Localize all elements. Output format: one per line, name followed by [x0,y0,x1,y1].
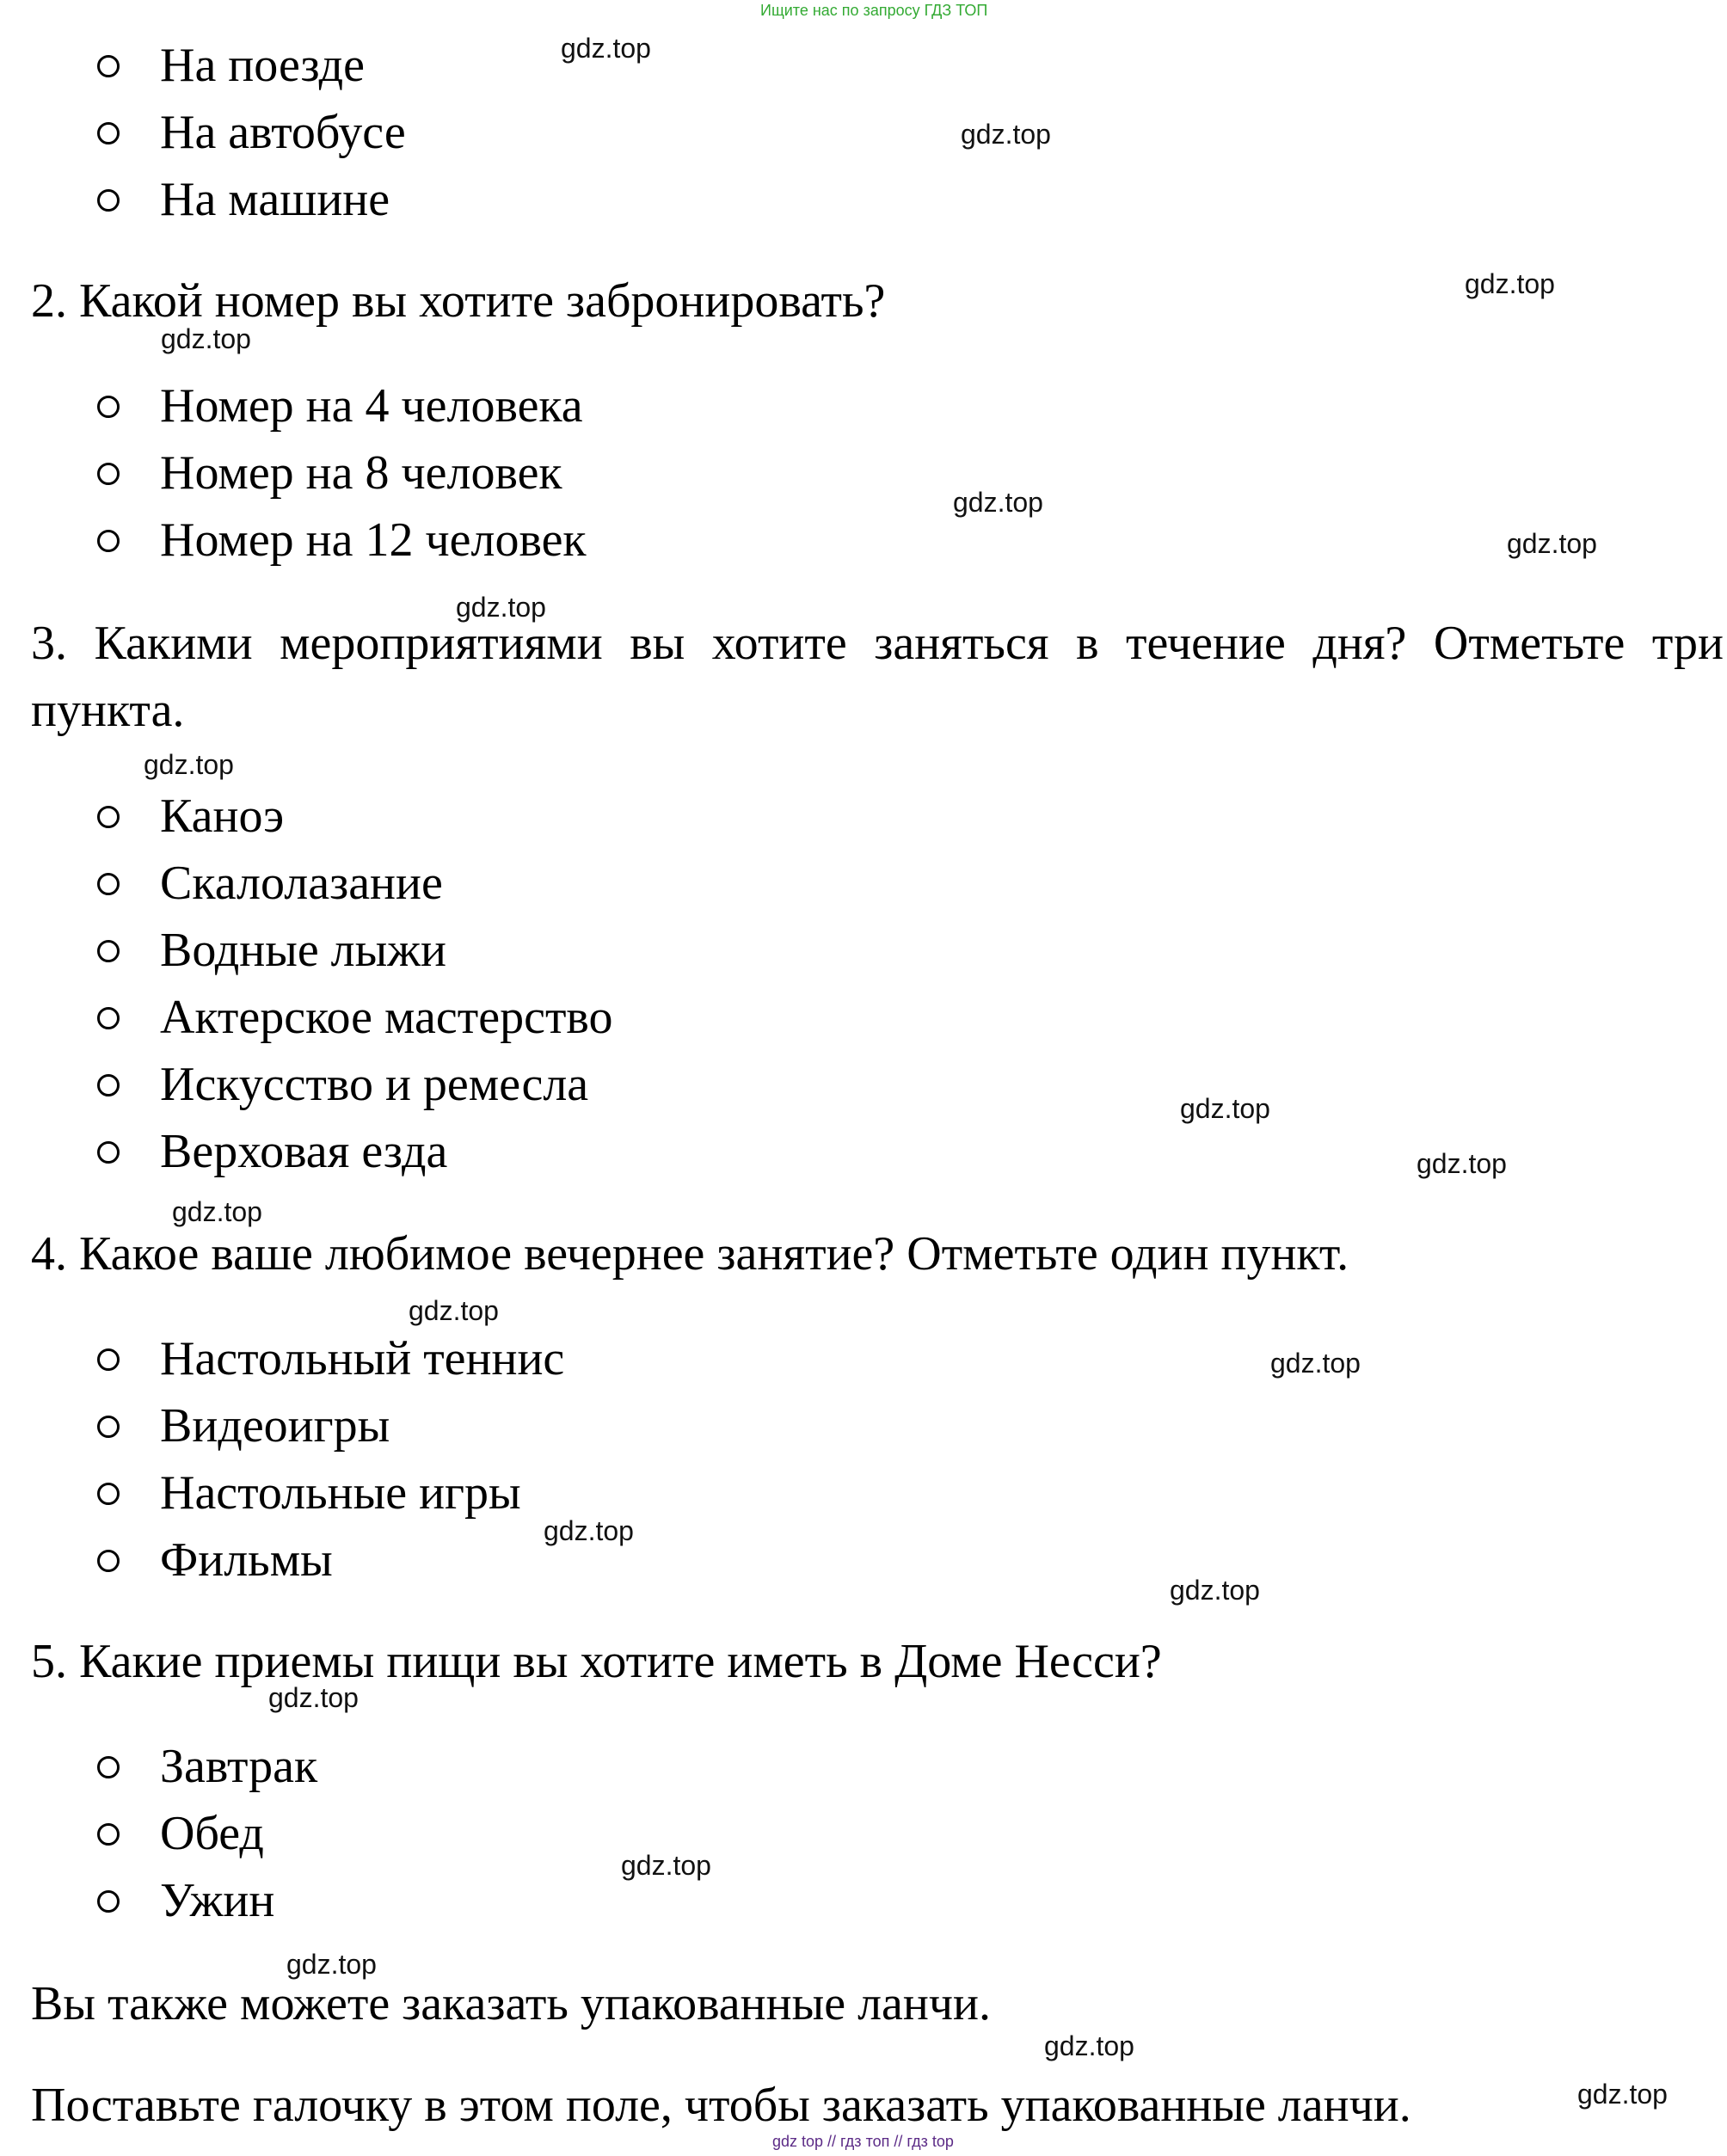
watermark: gdz.top [1170,1575,1260,1606]
watermark: gdz.top [268,1682,359,1713]
question-4: 4. Какое ваше любимое вечернее занятие? Отметьте один пункт. [31,1227,1349,1281]
radio-option-board-games[interactable] [97,1483,120,1505]
option-label: Обед [160,1807,264,1860]
watermark: gdz.top [172,1196,262,1227]
option-label: Номер на 12 человек [160,513,587,567]
option-label: На автобусе [160,106,406,159]
radio-option-bus[interactable] [97,122,120,144]
watermark: gdz.top [409,1295,499,1326]
option-label: Номер на 4 человека [160,379,583,433]
footer-watermark: gdz top // гдз топ // гдз top [772,2133,954,2150]
checkbox-option-arts-crafts[interactable] [97,1074,120,1096]
radio-option-train[interactable] [97,55,120,77]
question-2: 2. Какой номер вы хотите забронировать? [31,274,886,328]
question-5: 5. Какие приемы пищи вы хотите иметь в Доме Несси? [31,1635,1162,1688]
checkbox-option-lunch[interactable] [97,1823,120,1846]
packed-lunch-checkbox-text: Поставьте галочку в этом поле, чтобы заказать упакованные ланчи. [31,2079,1411,2132]
option-label: Скалолазание [160,857,443,910]
option-label: Искусство и ремесла [160,1058,589,1111]
watermark: gdz.top [953,487,1043,518]
watermark: gdz.top [544,1515,634,1546]
watermark: gdz.top [621,1850,711,1881]
option-label: Номер на 8 человек [160,446,562,500]
radio-option-video-games[interactable] [97,1416,120,1438]
checkbox-option-horse-riding[interactable] [97,1141,120,1164]
radio-option-table-tennis[interactable] [97,1348,120,1371]
watermark: gdz.top [144,749,234,780]
watermark: gdz.top [1465,268,1555,299]
option-label: Ужин [160,1874,275,1927]
question-3-line-2: пункта. [31,684,185,737]
radio-option-room-4[interactable] [97,396,120,418]
watermark: gdz.top [561,33,651,64]
packed-lunch-note: Вы также можете заказать упакованные ланчи. [31,1977,991,2030]
option-label: Актерское мастерство [160,991,613,1044]
option-label: Верховая езда [160,1125,448,1178]
watermark: gdz.top [161,323,251,354]
radio-option-car[interactable] [97,189,120,212]
watermark: gdz.top [1417,1148,1507,1179]
header-watermark: Ищите нас по запросу ГДЗ ТОП [760,2,988,19]
option-label: На поезде [160,39,365,92]
watermark: gdz.top [286,1949,377,1980]
option-label: Завтрак [160,1740,318,1793]
question-3-line-1: 3. Какими мероприятиями вы хотите заняться в течение дня? Отметьте три [31,617,1724,670]
option-label: Настольный теннис [160,1332,565,1385]
option-label: Водные лыжи [160,924,446,977]
watermark: gdz.top [456,592,546,623]
option-label: Настольные игры [160,1466,521,1520]
option-label: Фильмы [160,1533,333,1587]
radio-option-room-8[interactable] [97,463,120,485]
watermark: gdz.top [961,119,1051,150]
checkbox-option-acting[interactable] [97,1007,120,1029]
radio-option-room-12[interactable] [97,530,120,552]
watermark: gdz.top [1577,2079,1668,2110]
watermark: gdz.top [1507,528,1597,559]
radio-option-movies[interactable] [97,1550,120,1572]
checkbox-option-breakfast[interactable] [97,1756,120,1778]
checkbox-option-climbing[interactable] [97,873,120,895]
watermark: gdz.top [1180,1093,1270,1124]
watermark: gdz.top [1044,2030,1134,2061]
option-label: На машине [160,173,390,226]
checkbox-option-dinner[interactable] [97,1890,120,1913]
checkbox-option-canoe[interactable] [97,806,120,828]
option-label: Каноэ [160,789,285,843]
watermark: gdz.top [1270,1348,1361,1379]
option-label: Видеоигры [160,1399,390,1453]
checkbox-option-water-ski[interactable] [97,940,120,962]
